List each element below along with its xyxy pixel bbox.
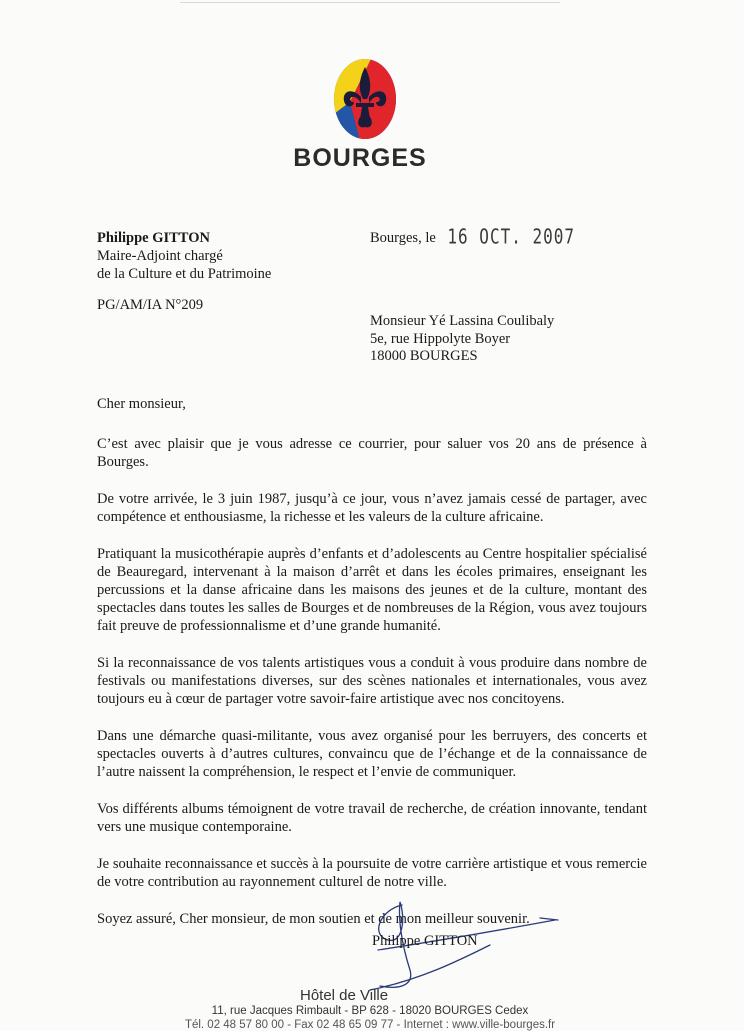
salutation: Cher monsieur, bbox=[97, 396, 186, 412]
footer-contact: Tél. 02 48 57 80 00 - Fax 02 48 65 09 77 - Internet : www.ville-bourges.fr bbox=[184, 1019, 556, 1031]
recipient-address bbox=[370, 313, 554, 366]
paragraph: Vos différents albums témoignent de votre travail de recherche, de création innovante, tendant vers une musique contemporaine. bbox=[97, 801, 647, 835]
date-line bbox=[370, 224, 575, 249]
bourges-coat-of-arms-logo bbox=[330, 57, 400, 141]
recipient-street: 5e, rue Hippolyte Boyer bbox=[370, 330, 511, 347]
footer-title: Hôtel de Ville bbox=[300, 987, 389, 1004]
city-wordmark: BOURGES bbox=[293, 144, 427, 172]
sender-block bbox=[97, 229, 271, 283]
signatory-name: Philippe GITTON bbox=[372, 933, 478, 949]
recipient-name: Monsieur Yé Lassina Coulibaly bbox=[370, 313, 555, 329]
closing: Soyez assuré, Cher monsieur, de mon soutien et de mon meilleur souvenir. bbox=[97, 911, 530, 927]
reference-number: PG/AM/IA N°209 bbox=[97, 297, 204, 313]
recipient-city: 18000 BOURGES bbox=[370, 348, 478, 364]
paragraph: C’est avec plaisir que je vous adresse ce courrier, pour saluer vos 20 ans de présence à Bourges. bbox=[97, 436, 647, 470]
paragraph: Dans une démarche quasi-militante, vous avez organisé pour les berruyers, des concerts et spectacles ouverts à d’autres cultures, convaincu que de l’échange et de la connaissance de l’autre naissent la compréhension, le respect et l’envie de communiquer. bbox=[97, 728, 647, 780]
date-prefix: Bourges, le bbox=[370, 230, 436, 246]
sender-title: Maire-Adjoint chargé bbox=[97, 248, 223, 264]
date-stamp: 16 OCT. 2007 bbox=[447, 224, 575, 249]
paragraph: De votre arrivée, le 3 juin 1987, jusqu’à ce jour, vous n’avez jamais cessé de partager, avec compétence et enthousiasme, la richesse et les valeurs de la culture africaine. bbox=[97, 491, 647, 525]
paragraph: Je souhaite reconnaissance et succès à la poursuite de votre carrière artistique et vous remercie de votre contribution au rayonnement culturel de notre ville. bbox=[97, 856, 647, 890]
sender-department: de la Culture et du Patrimoine bbox=[97, 266, 272, 282]
scan-edge-line bbox=[180, 2, 560, 3]
paragraph: Si la reconnaissance de vos talents artistiques vous a conduit à vous produire dans nombre de festivals ou manifestations diverses, sur des scènes nationales et internationales, vous avez toujours eu à cœur de partager votre savoir-faire artistique avec nos concitoyens. bbox=[97, 655, 647, 707]
letter-body bbox=[97, 395, 647, 947]
footer-address: 11, rue Jacques Rimbault - BP 628 - 18020 BOURGES Cedex bbox=[211, 1005, 529, 1017]
sender-name: Philippe GITTON bbox=[97, 230, 210, 246]
paragraph: Pratiquant la musicothérapie auprès d’enfants et d’adolescents au Centre hospitalier spécialisé de Beauregard, intervenant à la maison d’arrêt et dans les écoles primaires, enseignant les percussions et la danse africaine dans les maisons des jeunes et de la culture, montant des spectacles dans toutes les salles de Bourges et de nombreuses de la Région, vous avez toujours fait preuve de professionnalisme et d’une grande humanité. bbox=[97, 546, 647, 634]
